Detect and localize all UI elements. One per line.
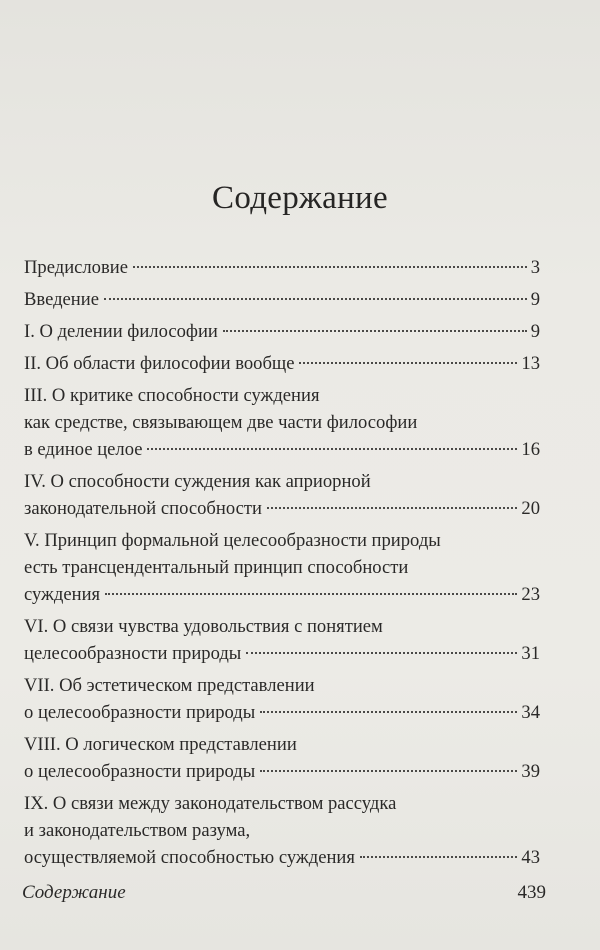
dot-leader [260, 770, 517, 772]
toc-entry-line: VI. О связи чувства удовольствия с понятием [24, 616, 383, 637]
toc-page-number: 43 [521, 847, 540, 868]
toc-entry [24, 350, 540, 377]
dot-leader [299, 362, 517, 364]
toc-entry [24, 318, 540, 345]
toc-entry-line: III. О критике способности суждения [24, 385, 320, 406]
toc-entry-line: IX. О связи между законодательством рассудка [24, 793, 397, 814]
toc-entry-line: VII. Об эстетическом представлении [24, 675, 315, 696]
dot-leader [260, 711, 517, 713]
toc-page-number: 3 [530, 257, 540, 278]
toc-entry-line: и законодательством разума, [24, 820, 251, 841]
toc-entry [24, 672, 540, 726]
toc-entry-line: Предисловие [24, 257, 128, 278]
toc-entry-line: IV. О способности суждения как априорной [24, 471, 371, 492]
page-number: 439 [517, 882, 546, 903]
toc-page-number: 23 [521, 584, 540, 605]
toc-entry-last-line [24, 581, 540, 608]
dot-leader [246, 652, 517, 654]
toc-entry-last-line [24, 495, 540, 522]
toc-entry-line: II. Об области философии вообще [24, 353, 295, 374]
dot-leader [223, 330, 527, 332]
toc-entry-last-line [24, 436, 540, 463]
toc-page-number: 9 [530, 321, 540, 342]
toc-entry-last-line [24, 254, 540, 281]
toc-entry-line: есть трансцендентальный принцип способности [24, 557, 409, 578]
toc-entry-last-line [24, 758, 540, 785]
toc-page-number: 31 [521, 643, 540, 664]
toc-entry-line: законодательной способности [24, 498, 262, 519]
toc-entry-line: V. Принцип формальной целесообразности природы [24, 530, 441, 551]
toc-entry-line: Введение [24, 289, 99, 310]
dot-leader [147, 448, 517, 450]
dot-leader [360, 856, 517, 858]
toc-entry-last-line [24, 318, 540, 345]
running-head: Содержание [22, 882, 126, 903]
toc-page-number: 34 [521, 702, 540, 723]
toc-entry [24, 613, 540, 667]
toc-page-number: 20 [521, 498, 540, 519]
dot-leader [267, 507, 517, 509]
toc-entry [24, 254, 540, 281]
toc-entry-line: в единое целое [24, 439, 143, 460]
toc-entry [24, 790, 540, 871]
toc-page-number: 9 [530, 289, 540, 310]
toc-entry [24, 382, 540, 463]
dot-leader [133, 266, 527, 268]
toc-entry-line: осуществляемой способностью суждения [24, 847, 355, 868]
page-title: Содержание [212, 180, 388, 216]
toc-entry-line: о целесообразности природы [24, 702, 256, 723]
toc-entry-last-line [24, 844, 540, 871]
toc-entry-last-line [24, 286, 540, 313]
toc-entry-line: VIII. О логическом представлении [24, 734, 297, 755]
toc-entry [24, 468, 540, 522]
toc-entry-last-line [24, 350, 540, 377]
toc-entry-line: суждения [24, 584, 101, 605]
toc-page-number: 16 [521, 439, 540, 460]
toc-entry-line: о целесообразности природы [24, 761, 256, 782]
page-footer [22, 882, 546, 904]
toc-page-number: 13 [521, 353, 540, 374]
toc-entry-line: как средстве, связывающем две части философии [24, 412, 418, 433]
dot-leader [105, 593, 517, 595]
toc-page-number: 39 [521, 761, 540, 782]
dot-leader [104, 298, 527, 300]
toc-entry-line: целесообразности природы [24, 643, 242, 664]
toc-entry-last-line [24, 640, 540, 667]
toc-entry-last-line [24, 699, 540, 726]
table-of-contents [24, 254, 540, 876]
toc-entry-line: I. О делении философии [24, 321, 218, 342]
toc-entry [24, 527, 540, 608]
toc-entry [24, 286, 540, 313]
toc-entry [24, 731, 540, 785]
